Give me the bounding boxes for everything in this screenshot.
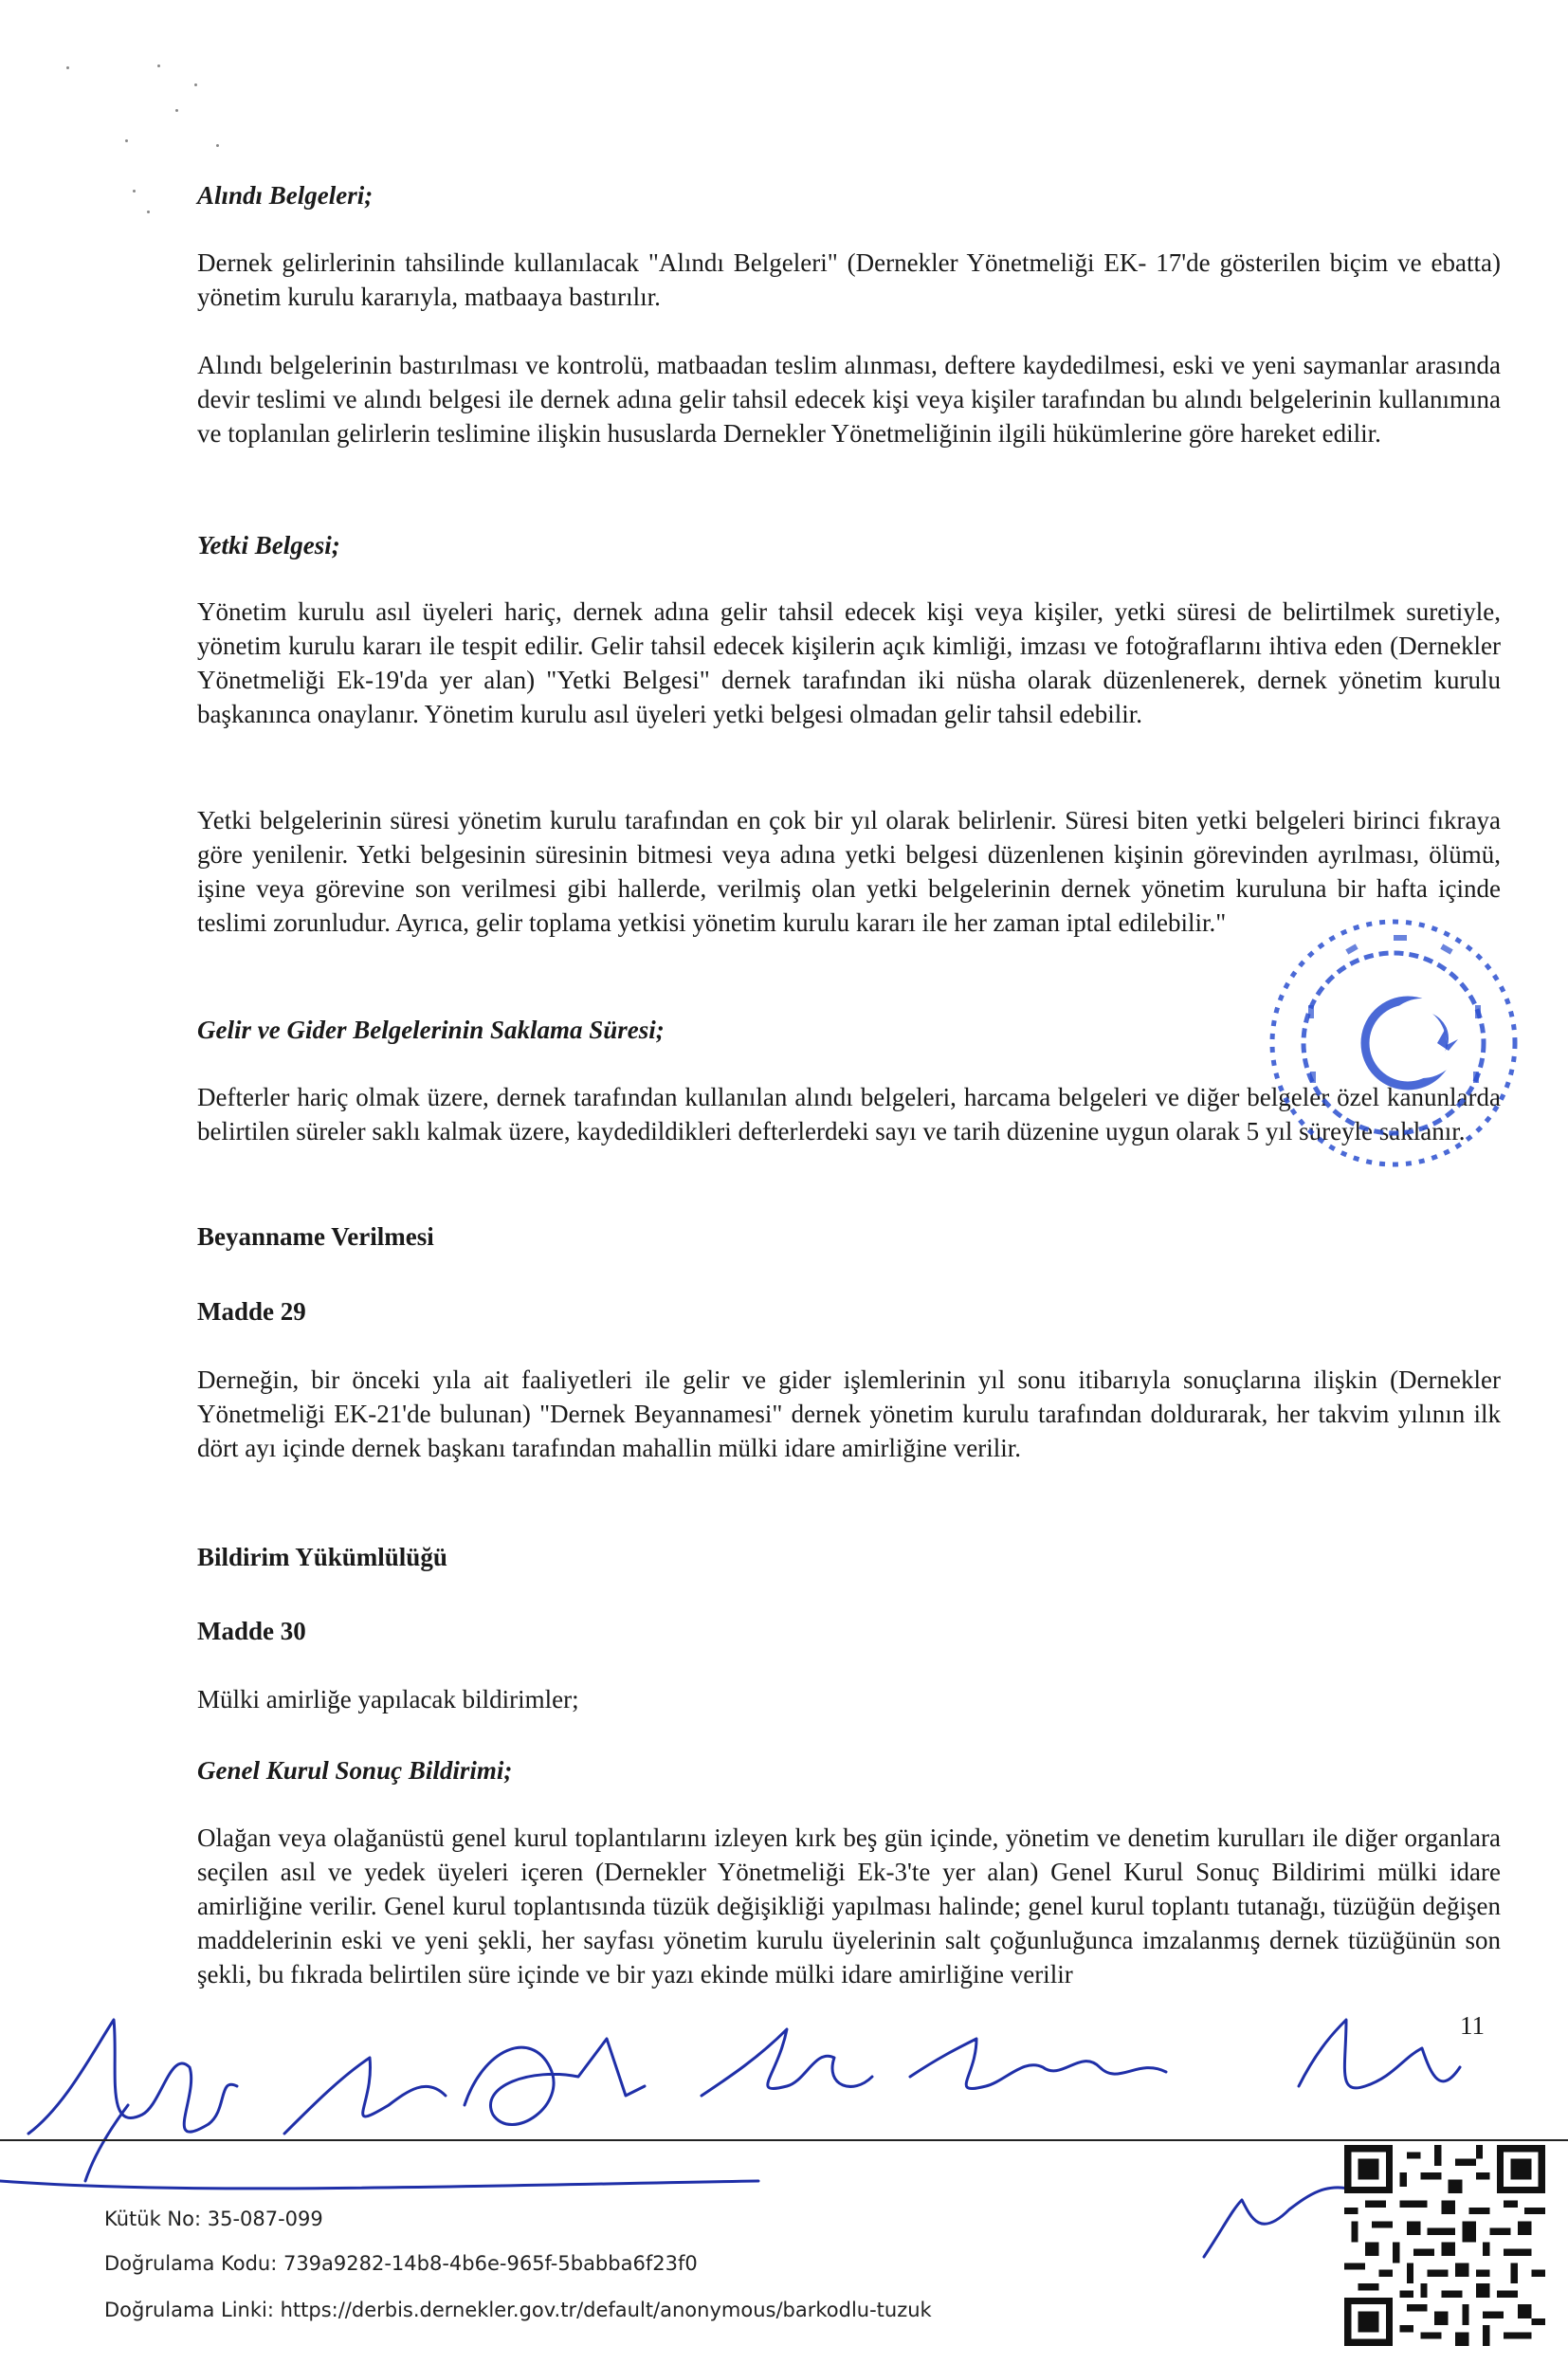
scan-speck (125, 139, 128, 142)
footer-divider (0, 2139, 1568, 2141)
page-number: 11 (1460, 2011, 1485, 2040)
paragraph-yetki-2: Yetki belgelerinin süresi yönetim kurulu tarafından en çok bir yıl olarak belirlenir. Süresi biten yetki belgeleri birinci fıkraya göre yenilenir. Yetki belgesinin süresinin bitmesi veya adına yetki belgesi düzenlenen kişinin görevinden ayrılması, ölümü, işine veya görevine son verilmesi gibi hallerde, verilmiş olan yetki belgelerinin dernek yönetim kuruluna bir hafta içinde teslimi zorunludur. Ayrıca, gelir toplama yetkisi yönetim kurulu kararı ile her zaman iptal edilebilir." (197, 806, 1501, 937)
footer-dogrulama-linki[interactable]: Doğrulama Linki: https://derbis.dernekler.gov.tr/default/anonymous/barkodlu-tuzuk (104, 2299, 932, 2321)
heading-alindi-belgeleri: Alındı Belgeleri; (197, 181, 374, 210)
heading-madde-29: Madde 29 (197, 1297, 306, 1326)
official-stamp (1251, 901, 1536, 1185)
verification-qr-code (1344, 2145, 1545, 2346)
paragraph-alindi-2: Alındı belgelerinin bastırılması ve kontrolü, matbaadan teslim alınması, deftere kaydedilmesi, eski ve yeni saymanlar arasında devir teslimi ve alındı belgesi ile dernek adına gelir tahsil edecek kişi veya kişiler tarafından bu alındı belgelerinin kullanımına ve toplanılan gelirlerin teslimine ilişkin hususlarda Dernekler Yönetmeliğinin ilgili hükümlerine göre hareket edilir. (197, 351, 1501, 448)
scan-speck (157, 64, 160, 67)
heading-saklama-suresi: Gelir ve Gider Belgelerinin Saklama Süresi; (197, 1016, 665, 1044)
scan-speck (66, 66, 69, 69)
heading-madde-30: Madde 30 (197, 1617, 306, 1645)
paragraph-yetki-1: Yönetim kurulu asıl üyeleri hariç, dernek adına gelir tahsil edecek kişi veya kişiler, yetki süresi de belirtilmek suretiyle, yönetim kurulu kararı ile tespit edilir. Gelir tahsil edecek kişilerin açık kimliği, imzası ve fotoğraflarını ihtiva eden (Dernekler Yönetmeliği Ek-19'da yer alan) "Yetki Belgesi" dernek tarafından iki nüsha olarak düzenlenerek, dernek yönetim kurulu başkanınca onaylanır. Yönetim kurulu asıl üyeleri yetki belgesi olmadan gelir tahsil edebilir. (197, 597, 1501, 728)
heading-beyanname: Beyanname Verilmesi (197, 1222, 434, 1251)
paragraph-madde-29: Derneğin, bir önceki yıla ait faaliyetleri ile gelir ve gider işlemlerinin yıl sonu itibarıyla sonuçlarına ilişkin (Dernekler Yönetmeliği EK-21'de bulunan) "Dernek Beyannamesi" dernek yönetim kurulu tarafından doldurarak, her takvim yılının ilk dört ayı içinde dernek başkanı tarafından mahallin mülki idare amirliğine verilir. (197, 1365, 1501, 1462)
heading-bildirim: Bildirim Yükümlülüğü (197, 1543, 447, 1571)
paragraph-alindi-1: Dernek gelirlerinin tahsilinde kullanılacak "Alındı Belgeleri" (Dernekler Yönetmeliği EK- 17'de gösterilen biçim ve ebatta) yönetim kurulu kararıyla, matbaaya bastırılır. (197, 248, 1501, 311)
paragraph-saklama: Defterler hariç olmak üzere, dernek tarafından kullanılan alındı belgeleri, harcama belgeleri ve diğer belgeler özel kanunlarda belirtilen süreler saklı kalmak üzere, kaydedildikleri defterlerdeki sayı ve tarih düzenine uygun olarak 5 yıl süreyle saklanır. (197, 1083, 1501, 1145)
scan-speck (216, 144, 219, 147)
scan-speck (147, 211, 150, 213)
paragraph-mulki-amirlige: Mülki amirliğe yapılacak bildirimler; (197, 1685, 579, 1713)
scan-speck (133, 190, 136, 192)
scan-speck (194, 83, 197, 86)
footer-dogrulama-kodu: Doğrulama Kodu: 739a9282-14b8-4b6e-965f-5babba6f23f0 (104, 2252, 698, 2275)
paragraph-genel-kurul: Olağan veya olağanüstü genel kurul toplantılarını izleyen kırk beş gün içinde, yönetim ve denetim kurulları ile diğer organlara seçilen asıl ve yedek üyeleri içeren (Dernekler Yönetmeliği Ek-3'te yer alan) Genel Kurul Sonuç Bildirimi mülki idare amirliğine verilir. Genel kurul toplantısında tüzük değişikliği yapılması halinde; genel kurul toplantı tutanağı, tüzüğün değişen maddelerinin eski ve yeni şekli, her sayfası yönetim kurulu üyelerinin salt çoğunluğunca imzalanmış dernek tüzüğünün son şekli, bu fıkrada belirtilen süre içinde ve bir yazı ekinde mülki idare amirliğine verilir (197, 1823, 1501, 1988)
heading-yetki-belgesi: Yetki Belgesi; (197, 531, 340, 559)
footer-kutuk-no: Kütük No: 35-087-099 (104, 2208, 323, 2230)
scan-speck (175, 109, 178, 112)
heading-genel-kurul-sonuc: Genel Kurul Sonuç Bildirimi; (197, 1756, 513, 1785)
